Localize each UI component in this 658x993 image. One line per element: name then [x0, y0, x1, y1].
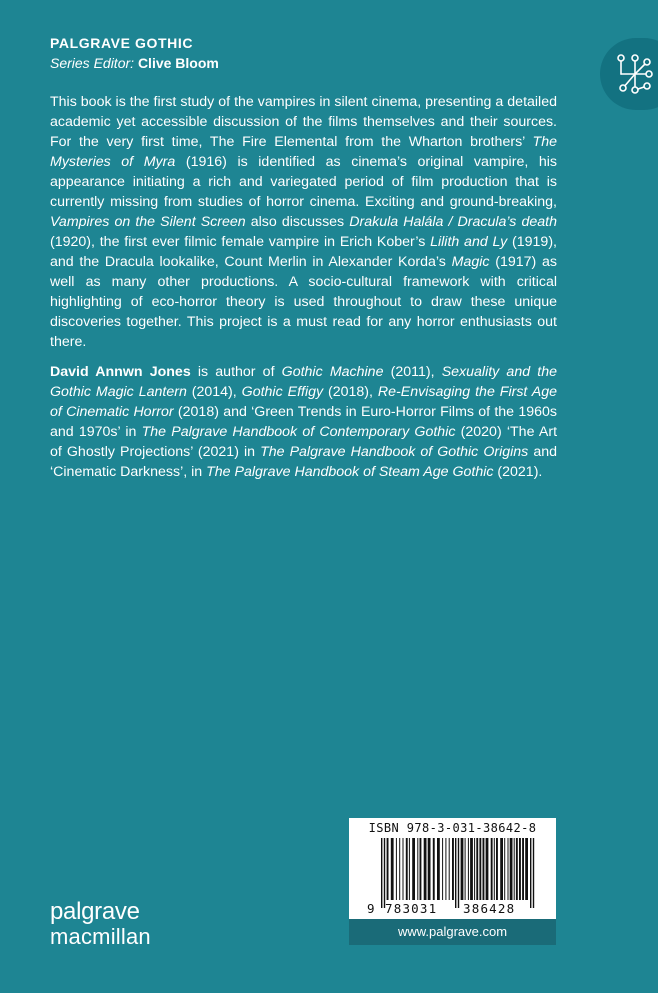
barcode-bar: [406, 838, 408, 900]
barcode-bars: [379, 838, 539, 908]
barcode-bar: [476, 838, 478, 900]
text-run: This book is the first study of the vampires in silent cinema, presenting a detailed academic yet accessible discussion of the films themselves and their sources. For the very first time, The Fire Elemental from the Wharton brothers’: [50, 94, 557, 150]
barcode-bar: [504, 838, 505, 900]
isbn-label: ISBN 978-3-031-38642-8: [368, 821, 537, 835]
barcode-bar: [494, 838, 495, 900]
barcode-bar: [519, 838, 521, 900]
barcode-bar: [412, 838, 415, 900]
barcode-bar: [442, 838, 443, 900]
barcode-bar: [516, 838, 518, 900]
barcode-bar: [486, 838, 489, 900]
italic-run: The Mysteries of Myra: [50, 134, 557, 170]
text-run: (2018),: [323, 384, 378, 400]
barcode-bar: [381, 838, 382, 908]
barcode-bar: [445, 838, 446, 900]
book-description: [50, 92, 557, 352]
barcode-bar: [474, 838, 475, 900]
publisher-badge: [600, 38, 658, 110]
barcode-bar: [424, 838, 427, 900]
barcode-bar: [417, 838, 418, 900]
barcode-bar: [403, 838, 404, 900]
series-block: [50, 34, 219, 73]
barcode-bar: [399, 838, 400, 900]
text-run: (2021).: [493, 464, 543, 480]
text-run: (1917) as well as many other productions. A socio-cultural framework with critical highlighting of eco-horror theory is used throughout to draw these unique discoveries together. This project is a must read for any horror enthusiasts out there.: [50, 254, 557, 350]
italic-run: Gothic Effigy: [241, 384, 324, 400]
barcode-bar: [461, 838, 464, 900]
publisher-logo: [50, 900, 151, 948]
barcode-bar: [470, 838, 473, 900]
barcode-bar: [465, 838, 466, 900]
barcode-bar: [420, 838, 422, 900]
italic-run: Vampires on the Silent Screen: [50, 214, 246, 230]
series-title: PALGRAVE GOTHIC: [50, 35, 194, 51]
text-run: (1920), the first ever filmic female vampire in Erich Kober’s: [50, 234, 431, 250]
barcode-bar: [452, 838, 454, 900]
barcode-bar: [433, 838, 435, 900]
series-editor-label: Series Editor:: [50, 55, 135, 71]
italic-run: Drakula Halála / Dracula’s death: [349, 214, 557, 230]
barcode-bar: [530, 838, 531, 908]
text-run: (2011),: [383, 364, 442, 380]
barcode-bar: [479, 838, 481, 900]
barcode-left-digits: 783031: [385, 901, 438, 916]
barcode-bar: [533, 838, 534, 908]
publisher-logo-line1: palgrave: [50, 898, 140, 925]
text-run: (2014),: [186, 384, 242, 400]
text-run: (2018) and ‘Green Trends in Euro-Horror Films of the 1960s and 1970s’ in: [50, 404, 557, 440]
italic-run: The Palgrave Handbook of Gothic Origins: [260, 444, 529, 460]
barcode-bar: [491, 838, 493, 900]
italic-run: Sexuality and the Gothic Magic Lantern: [50, 364, 557, 400]
text-run: also discusses: [245, 214, 350, 230]
italic-run: The Palgrave Handbook of Steam Age Gothic: [206, 464, 494, 480]
barcode-bar: [508, 838, 509, 900]
italic-run: Re-Envisaging the First Age of Cinematic Horror: [50, 384, 557, 420]
italic-run: Gothic Machine: [281, 364, 384, 380]
springer-nature-network-icon: [613, 52, 657, 96]
text-run: (1916) is identified as cinema’s original vampire, his appearance initiating a rich and variegated period of film production that is currently missing from studies of horror cinema. Exciting and ground-breaking,: [50, 154, 557, 210]
barcode-lead-digit: 9: [367, 901, 375, 916]
barcode-bar: [391, 838, 394, 900]
barcode-bar: [468, 838, 469, 900]
bold-run: David Annwn Jones: [50, 364, 191, 380]
barcode-bar: [396, 838, 397, 900]
text-run: is author of: [190, 364, 282, 380]
barcode: [349, 818, 556, 918]
barcode-bar: [387, 838, 389, 900]
barcode-right-digits: 386428: [463, 901, 516, 916]
text-run: (2020) ‘The Art of Ghostly Projections’ (2021) in: [50, 424, 558, 460]
barcode-bar: [409, 838, 410, 900]
barcode-bar: [525, 838, 528, 900]
barcode-bar: [522, 838, 524, 900]
series-editor-name: Clive Bloom: [137, 55, 219, 71]
barcode-bar: [510, 838, 513, 900]
back-cover-blurb: [50, 92, 557, 492]
barcode-bar: [437, 838, 440, 900]
italic-run: Lilith and Ly: [430, 234, 508, 250]
publisher-logo-line2: macmillan: [50, 924, 151, 949]
barcode-bar: [514, 838, 515, 900]
italic-run: The Palgrave Handbook of Contemporary Gothic: [141, 424, 456, 440]
barcode-bar: [384, 838, 385, 908]
barcode-bar: [496, 838, 498, 900]
italic-run: Magic: [451, 254, 490, 270]
barcode-bar: [483, 838, 485, 900]
barcode-bar: [455, 838, 456, 908]
barcode-bar: [449, 838, 450, 900]
publisher-url[interactable]: www.palgrave.com: [349, 918, 556, 945]
author-bio: [50, 362, 557, 482]
series-editor: [50, 54, 219, 73]
text-run: (1919), and the Dracula lookalike, Count Merlin in Alexander Korda’s: [50, 234, 557, 270]
barcode-bar: [428, 838, 431, 900]
text-run: and ‘Cinematic Darkness’, in: [50, 444, 557, 480]
barcode-bar: [458, 838, 459, 908]
barcode-bar: [500, 838, 503, 900]
